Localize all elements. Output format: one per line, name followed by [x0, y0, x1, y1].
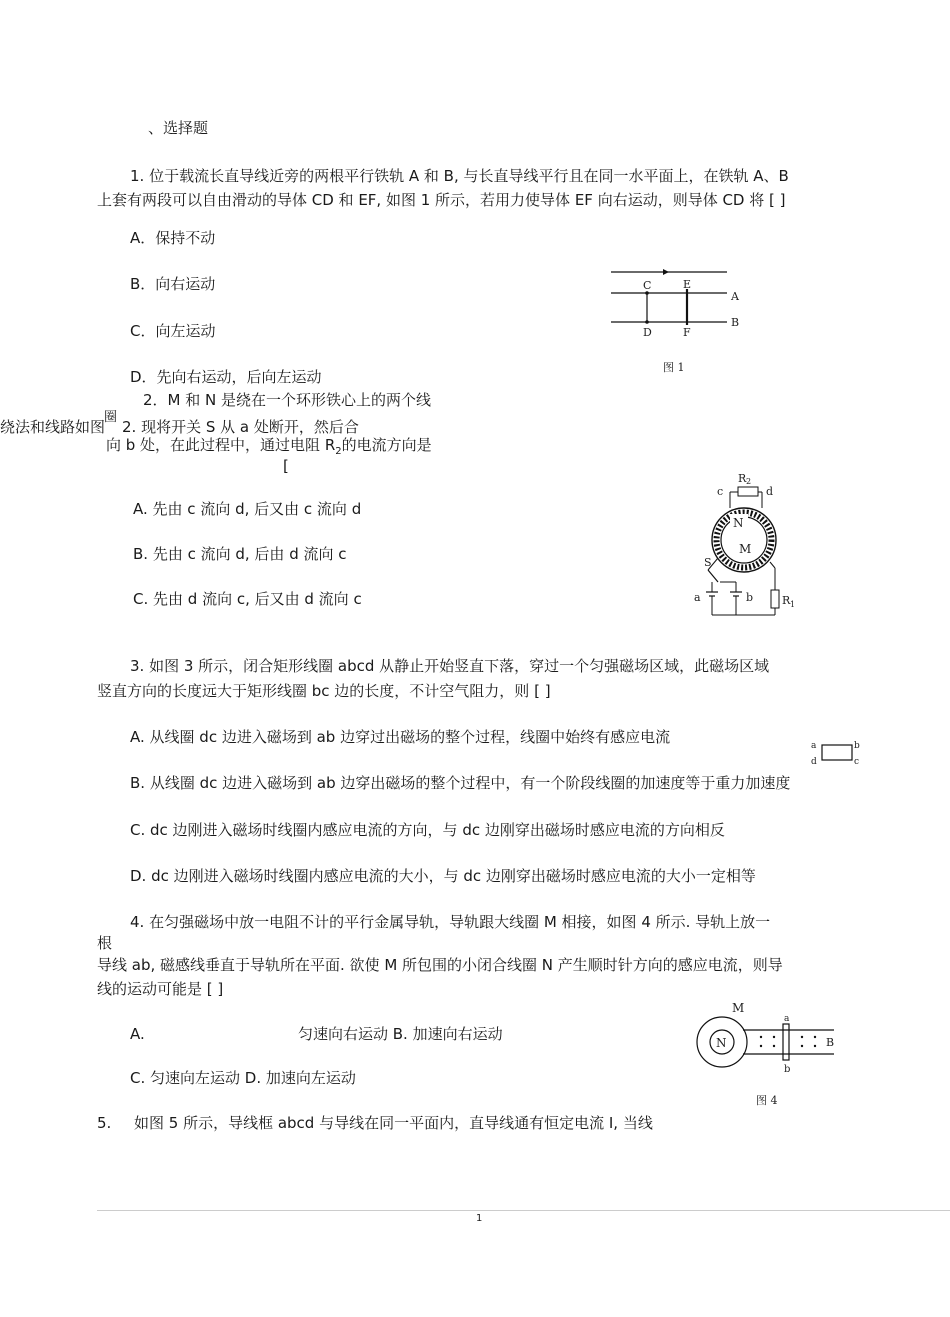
- q2-stem-line1: 2．M 和 N 是绕在一个环形铁心上的两个线: [143, 391, 432, 409]
- fig1-label-e: E: [683, 278, 692, 291]
- q2-stem-line3-post: 的电流方向是: [341, 436, 432, 454]
- q4-option-a-label: A.: [130, 1025, 145, 1043]
- q5-stem: 如图 5 所示，导线框 abcd 与导线在同一平面内，直导线通有恒定电流 I, 当线: [134, 1114, 653, 1132]
- fig4-caption: 图 4: [756, 1094, 778, 1107]
- q1-option-d: D．先向右运动，后向左运动: [130, 368, 322, 386]
- fig1-label-d: D: [643, 326, 652, 339]
- fig4-label-m: M: [732, 1001, 745, 1015]
- q2-stem-line3-sub: 2: [335, 446, 342, 457]
- q2-option-a: A. 先由 c 流向 d, 后又由 c 流向 d: [133, 500, 362, 518]
- fig4-label-big-b: B: [826, 1036, 835, 1049]
- q2-stem-line3-pre: 向 b 处，在此过程中，通过电阻 R: [106, 436, 336, 454]
- footer-divider: [97, 1210, 950, 1211]
- q3-option-c: C. dc 边刚进入磁场时线圈内感应电流的方向，与 dc 边刚穿出磁场时感应电流的方向相反: [130, 821, 725, 839]
- q2-stem-line3: [106, 435, 432, 462]
- figure-1-rails-diagram: [605, 262, 755, 377]
- q4-stem-line2: 导线 ab, 磁感线垂直于导轨所在平面. 欲使 M 所包围的小闭合线圈 N 产生顺时针方向的感应电流，则导: [97, 956, 783, 974]
- q2-stem-fragment-mid: 2. 现将开关 S 从 a 处断开，然后合: [122, 418, 359, 436]
- fig2-label-r1-sub: 1: [790, 600, 796, 609]
- q2-answer-bracket: [: [283, 457, 289, 475]
- q2-option-c: C. 先由 d 流向 c, 后又由 d 流向 c: [133, 590, 362, 608]
- fig1-label-c: C: [643, 279, 652, 292]
- figure-4-coil-rails: [692, 1000, 842, 1112]
- fig2-label-a: a: [694, 591, 701, 604]
- q1-option-b: B．向右运动: [130, 275, 216, 293]
- q1-stem-line2: 上套有两段可以自由滑动的导体 CD 和 EF, 如图 1 所示，若用力使导体 EF 向右运动，则导体 CD 将 [ ]: [97, 191, 786, 209]
- fig1-label-f: F: [683, 326, 691, 339]
- q2-option-b: B. 先由 c 流向 d, 后由 d 流向 c: [133, 545, 347, 563]
- fig2-label-s: S: [704, 556, 712, 569]
- q4-stem-line3: 线的运动可能是 [ ]: [97, 980, 224, 998]
- fig2-label-n: N: [733, 516, 744, 530]
- fig3-label-a: a: [811, 741, 817, 751]
- figure-2-toroid-circuit: [690, 470, 805, 625]
- q4-options-cd: C. 匀速向左运动 D. 加速向左运动: [130, 1069, 356, 1087]
- fig2-label-m: M: [739, 542, 752, 556]
- fig3-label-b: b: [854, 741, 860, 751]
- fig3-label-d: d: [811, 757, 817, 767]
- fig4-label-a: a: [784, 1014, 790, 1024]
- figure-3-rectangular-coil: [808, 738, 868, 768]
- q4-stem-line1b: 根: [97, 934, 113, 952]
- q1-option-c: C．向左运动: [130, 322, 216, 340]
- q3-option-b: B. 从线圈 dc 边进入磁场到 ab 边穿出磁场的整个过程中，有一个阶段线圈的加速度等于重力加速度: [130, 774, 791, 792]
- fig4-label-n: N: [716, 1036, 727, 1050]
- fig1-label-a: A: [731, 290, 739, 303]
- fig2-label-b: b: [746, 591, 754, 604]
- fig2-label-c: c: [717, 485, 724, 498]
- q3-stem-line1: 3. 如图 3 所示，闭合矩形线圈 abcd 从静止开始竖直下落，穿过一个匀强磁场区域，此磁场区域: [130, 657, 770, 675]
- q4-options-ab: 匀速向右运动 B. 加速向右运动: [298, 1025, 503, 1043]
- q5-number: 5.: [97, 1114, 112, 1132]
- q1-stem-line1: 1. 位于载流长直导线近旁的两根平行铁轨 A 和 B, 与长直导线平行且在同一水平面上，在铁轨 A、B: [130, 167, 789, 185]
- q2-stem-fragment-quan: 圈: [104, 410, 118, 425]
- q3-option-d: D. dc 边刚进入磁场时线圈内感应电流的大小，与 dc 边刚穿出磁场时感应电流的大小一定相等: [130, 867, 756, 885]
- fig3-label-c: c: [854, 757, 860, 767]
- fig2-label-r1: R: [782, 594, 791, 607]
- fig2-label-r2: R: [738, 472, 747, 485]
- section-title: 、选择题: [148, 119, 209, 137]
- fig2-label-d: d: [766, 485, 774, 498]
- q3-option-a: A. 从线圈 dc 边进入磁场到 ab 边穿过出磁场的整个过程，线圈中始终有感应电流: [130, 728, 671, 746]
- fig2-label-r2-sub: 2: [746, 477, 752, 486]
- fig4-label-b: b: [784, 1064, 791, 1075]
- fig1-caption: 图 1: [663, 361, 685, 374]
- page-number: 1: [476, 1213, 483, 1224]
- q2-stem-fragment-left: 绕法和线路如图: [0, 418, 106, 436]
- q1-option-a: A．保持不动: [130, 229, 216, 247]
- q4-stem-line1: 4. 在匀强磁场中放一电阻不计的平行金属导轨，导轨跟大线圈 M 相接，如图 4 所示. 导轨上放一: [130, 913, 771, 931]
- fig1-label-b: B: [731, 316, 740, 329]
- q3-stem-line2: 竖直方向的长度远大于矩形线圈 bc 边的长度，不计空气阻力，则 [ ]: [97, 682, 551, 700]
